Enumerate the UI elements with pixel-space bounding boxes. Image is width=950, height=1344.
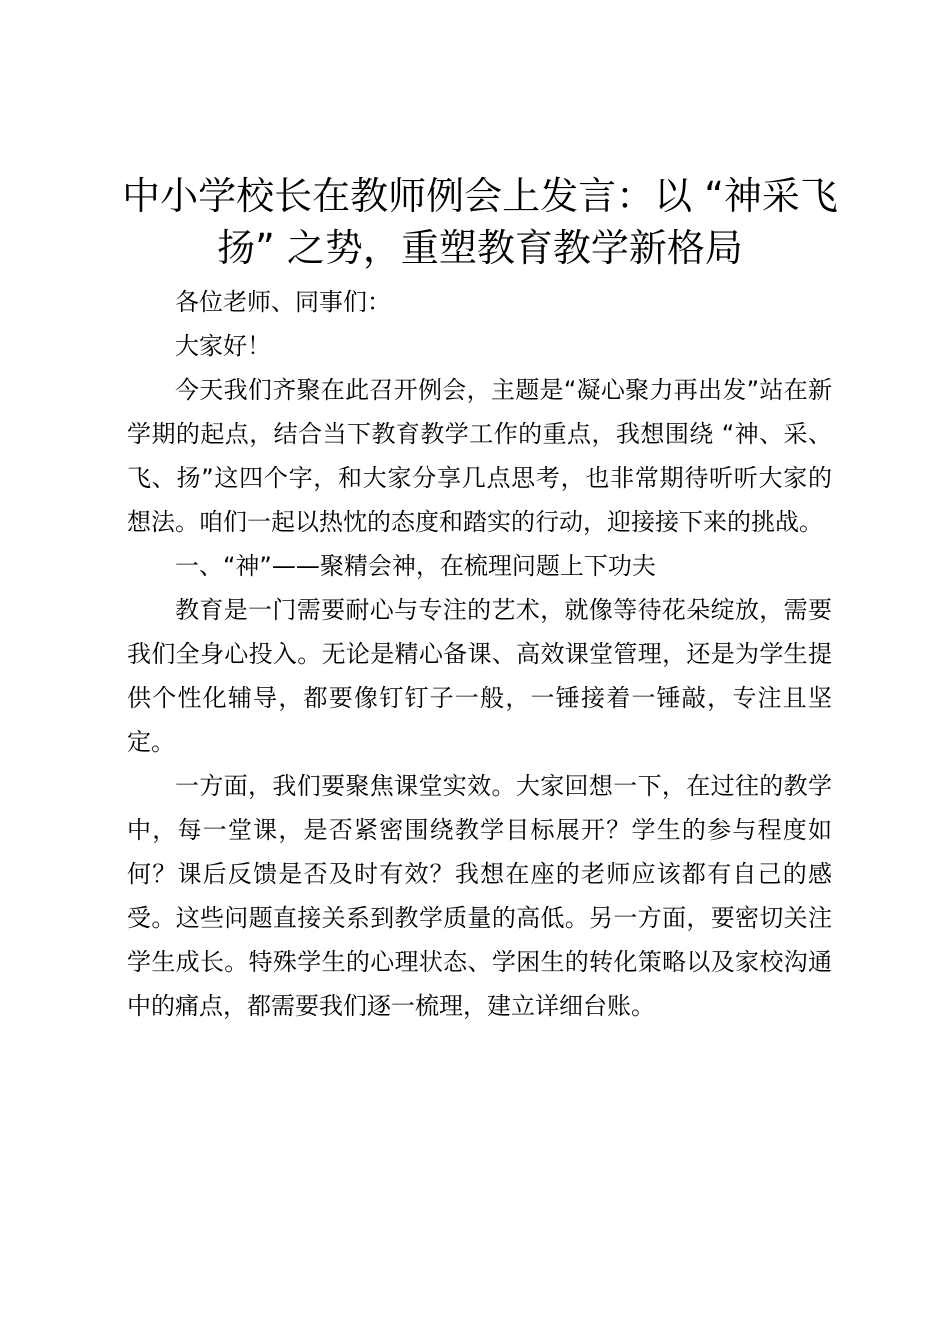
document-title-line-1: 中小学校长在教师例会上发言：以 “神采飞 xyxy=(122,174,838,218)
body-paragraph: 一方面，我们要聚焦课堂实效。大家回想一下，在过往的教学中，每一堂课，是否紧密围绕教学目标展开？学生的参与程度如何？课后反馈是否及时有效？我想在座的老师应该都有自己的感受。这些问题直接关系到教学质量的高低。另一方面，要密切关注学生成长。特殊学生的心理状态、学困生的转化策略以及家校沟通中的痛点，都需要我们逐一梳理，建立详细台账。 xyxy=(127,772,832,1020)
intro-paragraph: 今天我们齐聚在此召开例会，主题是“凝心聚力再出发”站在新学期的起点，结合当下教育教学工作的重点，我想围绕 “神、采、飞、扬”这四个字，和大家分享几点思考，也非常期待听听大家的想法。咱们一起以热忱的态度和踏实的行动，迎接接下来的挑战。 xyxy=(127,376,832,536)
body-paragraph: 教育是一门需要耐心与专注的艺术，就像等待花朵绽放，需要我们全身心投入。无论是精心备课、高效课堂管理，还是为学生提供个性化辅导，都要像钉钉子一般，一锤接着一锤敲，专注且坚定。 xyxy=(127,596,832,756)
salutation: 各位老师、同事们： xyxy=(175,288,391,316)
section-heading-1: 一、“神”——聚精会神，在梳理问题上下功夫 xyxy=(175,552,656,580)
document-title-line-2: 扬” 之势，重塑教育教学新格局 xyxy=(217,226,743,270)
greeting: 大家好！ xyxy=(175,332,271,360)
document-body xyxy=(127,280,832,1028)
